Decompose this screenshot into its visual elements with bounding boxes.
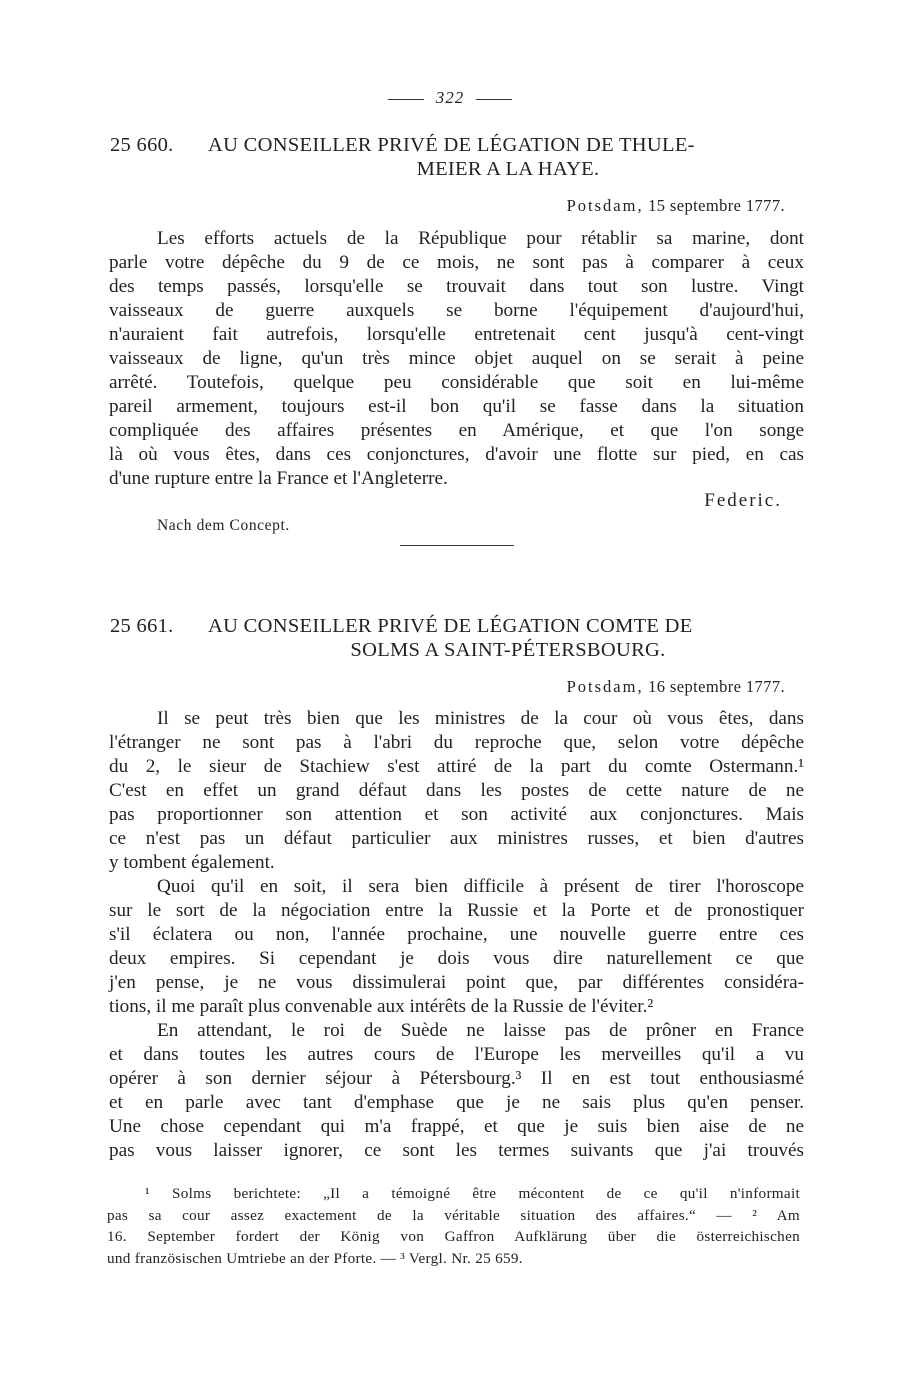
letter-heading-25661 bbox=[110, 614, 805, 662]
text-line: arrêté. Toutefois, quelque peu considérable que soit en lui-même bbox=[109, 372, 804, 393]
heading-line-2: MEIER A LA HAYE. bbox=[416, 158, 600, 180]
letter-number: 25 660. bbox=[110, 134, 174, 156]
footnote-line: und französischen Umtriebe an der Pforte. — ³ Vergl. Nr. 25 659. bbox=[107, 1249, 523, 1267]
source-note: Nach dem Concept. bbox=[157, 517, 290, 534]
text-line: Les efforts actuels de la République pour rétablir sa marine, dont bbox=[157, 228, 804, 249]
letter-heading-25660 bbox=[110, 133, 805, 181]
section-divider bbox=[400, 545, 514, 546]
folio-dash-right bbox=[476, 99, 512, 100]
page-number bbox=[0, 88, 900, 108]
footnote-line: pas sa cour assez exactement de la véritable situation des affaires.“ — ² Am bbox=[107, 1206, 800, 1224]
date-text: 16 septembre 1777. bbox=[648, 677, 785, 696]
folio-dash-left bbox=[388, 99, 424, 100]
date-place: Potsdam, bbox=[566, 677, 644, 696]
text-line: s'il éclatera ou non, l'année prochaine, une nouvelle guerre entre ces bbox=[109, 924, 804, 945]
footnote-line: 16. September fordert der König von Gaffron Aufklärung über die österreichischen bbox=[107, 1228, 800, 1245]
heading-line-1 bbox=[110, 614, 805, 638]
text-line: ce n'est pas un défaut particulier aux ministres russes, et bien d'autres bbox=[109, 828, 804, 849]
dateline-25660 bbox=[567, 196, 785, 216]
text-line: parle votre dépêche du 9 de ce mois, ne sont pas à comparer à ceux bbox=[109, 252, 804, 273]
letter-body-25661 bbox=[109, 707, 804, 1163]
heading-line-1 bbox=[110, 133, 805, 157]
text-line: compliquée des affaires présentes en Amérique, et que l'on songe bbox=[109, 420, 804, 441]
heading-text-1: AU CONSEILLER PRIVÉ DE LÉGATION COMTE DE bbox=[208, 615, 693, 637]
text-line: j'en pense, je ne vous dissimulerai point que, par différentes considéra- bbox=[109, 972, 804, 993]
text-line: pas proportionner son attention et son activité aux conjonctures. Mais bbox=[109, 804, 804, 825]
text-line: l'étranger ne sont pas à l'abri du reproche que, selon votre dépêche bbox=[109, 732, 804, 753]
heading-line-2: SOLMS A SAINT-PÉTERSBOURG. bbox=[350, 639, 666, 661]
date-place: Potsdam, bbox=[566, 196, 644, 215]
text-line: vaisseaux de ligne, qu'un très mince objet auquel on se serait à peine bbox=[109, 348, 804, 369]
dateline-25661 bbox=[567, 677, 785, 697]
folio-text: 322 bbox=[435, 88, 465, 107]
text-line: sur le sort de la négociation entre la Russie et la Porte et de pronostiquer bbox=[109, 900, 804, 921]
text-line: C'est en effet un grand défaut dans les postes de cette nature de ne bbox=[109, 780, 804, 801]
date-text: 15 septembre 1777. bbox=[648, 196, 785, 215]
text-line: d'une rupture entre la France et l'Angleterre. bbox=[109, 468, 448, 489]
text-line: et dans toutes les autres cours de l'Europe les merveilles qu'il a vu bbox=[109, 1044, 804, 1065]
text-line: et en parle avec tant d'emphase que je ne sais plus qu'en penser. bbox=[109, 1092, 804, 1113]
text-line: vaisseaux de guerre auxquels se borne l'équipement d'aujourd'hui, bbox=[109, 300, 804, 321]
text-line: Quoi qu'il en soit, il sera bien difficile à présent de tirer l'horoscope bbox=[157, 876, 804, 897]
text-line: des temps passés, lorsqu'elle se trouvait dans tout son lustre. Vingt bbox=[109, 276, 804, 297]
signature: Federic. bbox=[704, 490, 782, 511]
text-line: opérer à son dernier séjour à Pétersbourg.³ Il en est tout enthousiasmé bbox=[109, 1068, 804, 1089]
text-line: là où vous êtes, dans ces conjonctures, d'avoir une flotte sur pied, en cas bbox=[109, 444, 804, 465]
text-line: Une chose cependant qui m'a frappé, et que je suis bien aise de ne bbox=[109, 1116, 804, 1137]
text-line: n'auraient fait autrefois, lorsqu'elle entretenait cent jusqu'à cent-vingt bbox=[109, 324, 804, 345]
text-line: tions, il me paraît plus convenable aux intérêts de la Russie de l'éviter.² bbox=[109, 996, 654, 1017]
letter-number: 25 661. bbox=[110, 615, 174, 637]
footnotes bbox=[107, 1183, 800, 1269]
text-line: deux empires. Si cependant je dois vous dire naturellement ce que bbox=[109, 948, 804, 969]
text-line: En attendant, le roi de Suède ne laisse pas de prôner en France bbox=[157, 1020, 804, 1041]
heading-text-1: AU CONSEILLER PRIVÉ DE LÉGATION DE THULE- bbox=[208, 134, 695, 156]
letter-body-25660 bbox=[109, 227, 804, 491]
text-line: pareil armement, toujours est-il bon qu'il se fasse dans la situation bbox=[109, 396, 804, 417]
text-line: y tombent également. bbox=[109, 852, 275, 873]
text-line: Il se peut très bien que les ministres de la cour où vous êtes, dans bbox=[157, 708, 804, 729]
footnote-line: ¹ Solms berichtete: „Il a témoigné être mécontent de ce qu'il n'informait bbox=[145, 1185, 800, 1202]
text-line: du 2, le sieur de Stachiew s'est attiré de la part du comte Ostermann.¹ bbox=[109, 756, 804, 777]
text-line: pas vous laisser ignorer, ce sont les termes suivants que j'ai trouvés bbox=[109, 1140, 804, 1161]
